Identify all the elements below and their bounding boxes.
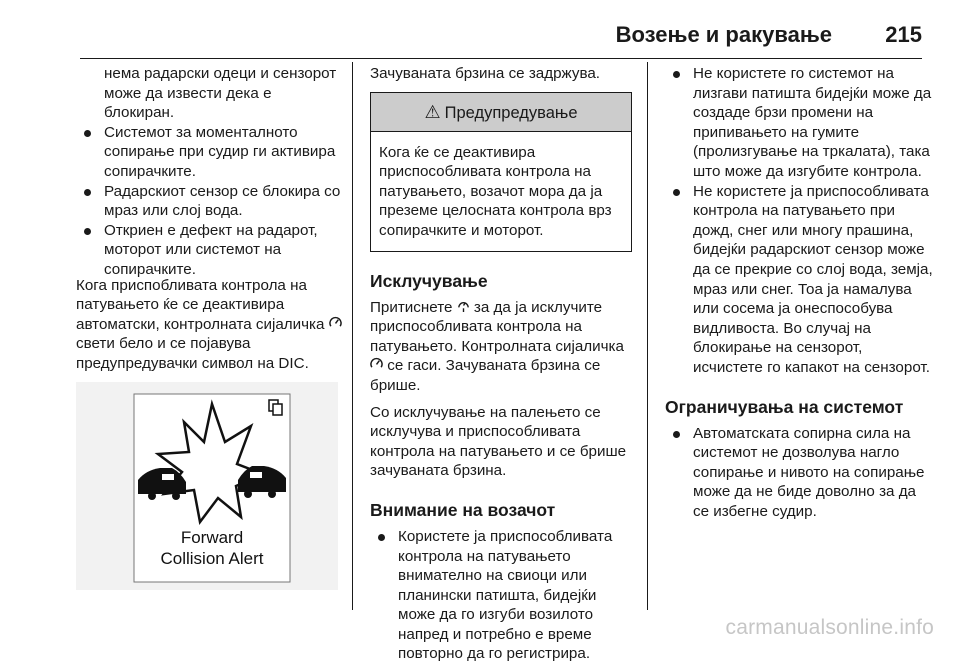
heading-limits: Ограничувања на системот: [665, 396, 904, 417]
list-item: Радарскиот сензор се блокира со мраз или слој вода.: [76, 182, 342, 221]
list-item: Не користете го системот на лизгави патишта бидејќи може да создаде брзи промени на припивањето на гумите (пролизгување на тркалата), така што може да изгубите контрола.: [665, 64, 933, 182]
image-label-line2: Collision Alert: [160, 549, 264, 568]
warning-triangle-icon: ⚠: [424, 101, 441, 122]
left-column: [76, 64, 342, 374]
cruise-lamp-icon: [370, 356, 383, 376]
forward-collision-alert-image: [76, 382, 338, 590]
list-item: Автоматската сопирна сила на системот не дозволува нагло сопирање и нивото на сопирање може да не биде доволно за да се избегне судир.: [665, 424, 933, 522]
text-run: свети бело и се појавува предупредувачки символ на DIC.: [76, 335, 309, 372]
warning-header: [371, 93, 631, 132]
column-divider-2: [647, 62, 648, 610]
warning-box: [370, 92, 632, 252]
section-title: Возење и ракување: [615, 22, 832, 47]
page-number: 215: [885, 22, 922, 47]
warning-title: Предупредување: [444, 103, 578, 122]
cruise-lamp-icon: [329, 315, 342, 335]
page-header: [80, 8, 922, 59]
middle-column: [370, 64, 632, 664]
text-run: Притиснете: [370, 298, 453, 316]
paragraph-ignition-off: Со исклучување на палењето се исклучува и приспособливата контрола на патувањето и се брише зачуваната брзина.: [370, 403, 627, 480]
paragraph-disable: [370, 298, 632, 396]
list-item-continuation: нема радарски одеци и сензорот може да извести дека е блокиран.: [104, 65, 337, 122]
watermark: carmanualsonline.info: [725, 616, 934, 639]
right-column: [665, 64, 933, 521]
heading-disable: Исклучување: [370, 270, 488, 291]
warning-text: Кога ќе се деактивира приспособливата контрола на патувањето, возачот мора да ја преземе целосната контрола врз сопирачките и моторот.: [379, 143, 612, 239]
list-item: Системот за моменталното сопирање при судир ги активира сопирачките.: [76, 123, 342, 182]
list-item: Не користете ја приспособливата контрола на патувањето при дожд, снег или многу прашина, бидејќи радарскиот сензор може да се прекрие со слој вода, земја, мраз или снег. Тоа ја намалува или сосема ја онеспособува видливоста. Во случај на блокирање на сензорот, исчистете го капакот на сензорот.: [665, 182, 933, 378]
list-item: Користете ја приспособливата контрола на патувањето внимателно на свиоци или планински патишта, бидејќи може да го изгуби возилото напред и потребно е време повторно да го регистрира.: [370, 527, 632, 664]
text-run: Кога приспобливата контрола на патувањето ќе се деактивира автоматски, контролната сијаличка: [76, 276, 325, 333]
cruise-button-icon: [457, 298, 470, 318]
heading-attention: Внимание на возачот: [370, 499, 556, 520]
paragraph-saved-speed: Зачуваната брзина се задржува.: [370, 65, 601, 82]
list-item: Откриен е дефект на радарот, моторот или системот на сопирачките.: [76, 221, 342, 280]
image-label-line1: Forward: [180, 528, 244, 547]
paragraph-auto-deactivation: [76, 276, 342, 374]
column-divider-1: [352, 62, 353, 610]
text-run: се гаси. Зачуваната брзина се брише.: [370, 357, 601, 394]
text-run: за да ја исклучите приспособливата контрола на патувањето. Контролната сијаличка: [370, 298, 624, 355]
